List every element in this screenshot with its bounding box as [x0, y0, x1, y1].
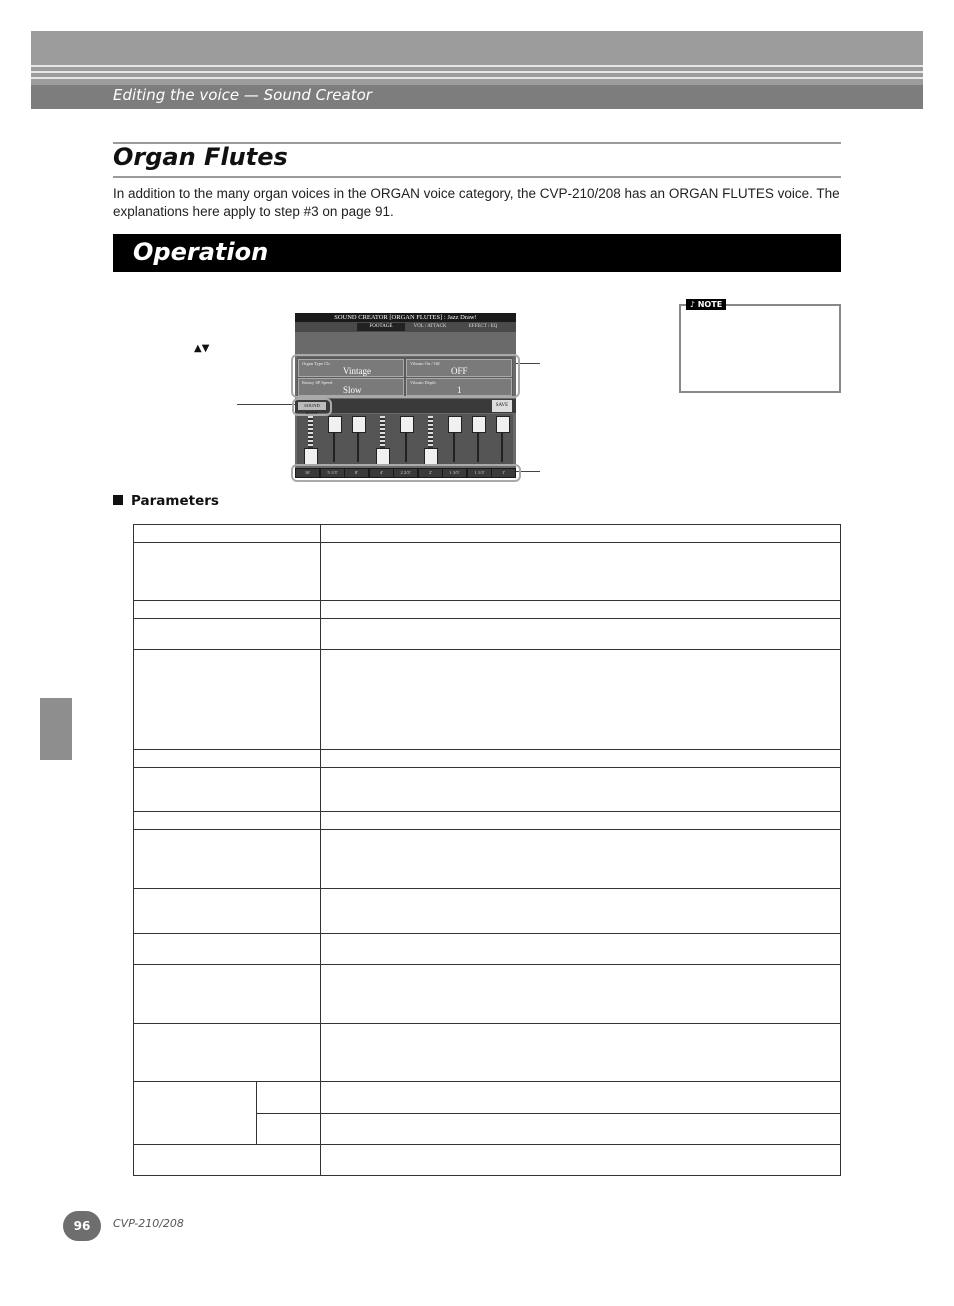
footage-slider[interactable]	[329, 416, 339, 462]
parameters-heading: Parameters	[113, 493, 219, 509]
lcd-save-button[interactable]: SAVE	[492, 400, 512, 412]
callout-footage-labels	[291, 464, 521, 482]
table-row	[133, 749, 841, 750]
chapter-side-tab	[40, 698, 72, 760]
operation-bar	[113, 234, 841, 272]
footage-slider[interactable]	[401, 416, 411, 462]
header-stripes	[31, 61, 923, 83]
square-bullet-icon	[113, 495, 123, 505]
table-row	[133, 767, 841, 768]
footage-label: 1'	[492, 469, 515, 477]
footage-slider[interactable]	[497, 416, 507, 462]
footage-label: 4'	[370, 469, 393, 477]
table-subcolumn-divider	[256, 1081, 257, 1144]
slider-knob[interactable]	[376, 448, 390, 465]
page-number: 96	[63, 1211, 101, 1241]
page-header	[31, 31, 923, 109]
leader-line-left	[237, 404, 297, 405]
slider-knob[interactable]	[304, 448, 318, 465]
footage-label: 2'	[419, 469, 442, 477]
footage-slider[interactable]	[473, 416, 483, 462]
table-row	[133, 1081, 841, 1082]
title-rule-bottom	[113, 176, 841, 178]
section-subtitle: Editing the voice — Sound Creator	[113, 86, 372, 104]
footage-label: 8'	[345, 469, 368, 477]
footage-sliders	[297, 414, 513, 466]
table-border-left	[133, 524, 134, 1176]
slider-knob[interactable]	[496, 416, 510, 433]
footage-slider[interactable]	[305, 416, 315, 462]
intro-paragraph: In addition to the many organ voices in the ORGAN voice category, the CVP-210/208 has an ORGAN FLUTES voice. The explanations here apply to step #3 on page 91.	[113, 186, 840, 219]
callout-parameter-panel	[291, 354, 520, 398]
table-row	[133, 600, 841, 601]
lcd-tab-footage[interactable]: FOOTAGE	[357, 323, 405, 331]
lcd-tab-vol-attack[interactable]: VOL / ATTACK	[413, 324, 447, 329]
table-row	[256, 1113, 841, 1114]
footage-label: 16'	[296, 469, 319, 477]
footage-label: 1 3/5'	[443, 469, 466, 477]
up-down-arrows-icon: ▲▼	[194, 343, 210, 354]
table-row	[133, 542, 841, 543]
footage-label: 5 1/3'	[321, 469, 344, 477]
parameters-table	[133, 524, 841, 1176]
organ-type-field[interactable]: Organ Type Ch. Vintage	[298, 359, 404, 377]
rotary-speed-field[interactable]: Rotary SP Speed Slow	[298, 378, 404, 396]
lcd-tab-strip	[295, 322, 516, 332]
footage-label: 2 2/3'	[394, 469, 417, 477]
note-badge: ♪ NOTE	[686, 299, 726, 310]
table-border-right	[840, 524, 841, 1176]
table-row	[133, 1144, 841, 1145]
footage-label: 1 1/3'	[468, 469, 491, 477]
table-row	[133, 1175, 841, 1176]
footage-slider[interactable]	[449, 416, 459, 462]
slider-knob[interactable]	[400, 416, 414, 433]
operation-title: Operation	[133, 238, 269, 266]
table-row	[133, 933, 841, 934]
page-title: Organ Flutes	[113, 143, 288, 171]
table-row	[133, 524, 841, 525]
lcd-title: SOUND CREATOR [ORGAN FLUTES] : Jazz Draw!	[295, 313, 516, 322]
table-column-divider	[320, 524, 321, 1176]
slider-knob[interactable]	[448, 416, 462, 433]
lcd-tab-effect-eq[interactable]: EFFECT / EQ	[468, 324, 498, 329]
vibrato-on-off-field[interactable]: Vibrato On / Off OFF	[406, 359, 512, 377]
model-name: CVP-210/208	[113, 1217, 184, 1230]
lcd-edit-button[interactable]: SOUND	[298, 402, 326, 410]
vibrato-depth-field[interactable]: Vibrato Depth 1	[406, 378, 512, 396]
slider-knob[interactable]	[328, 416, 342, 433]
slider-knob[interactable]	[472, 416, 486, 433]
slider-knob[interactable]	[352, 416, 366, 433]
table-row	[133, 649, 841, 650]
callout-edit-button	[292, 398, 332, 416]
slider-knob[interactable]	[424, 448, 438, 465]
table-row	[133, 888, 841, 889]
note-box	[679, 304, 841, 393]
table-row	[133, 811, 841, 812]
table-row	[133, 964, 841, 965]
footage-slider[interactable]	[425, 416, 435, 462]
table-row	[133, 829, 841, 830]
table-row	[133, 618, 841, 619]
table-row	[133, 1023, 841, 1024]
footage-slider[interactable]	[353, 416, 363, 462]
footage-slider[interactable]	[377, 416, 387, 462]
